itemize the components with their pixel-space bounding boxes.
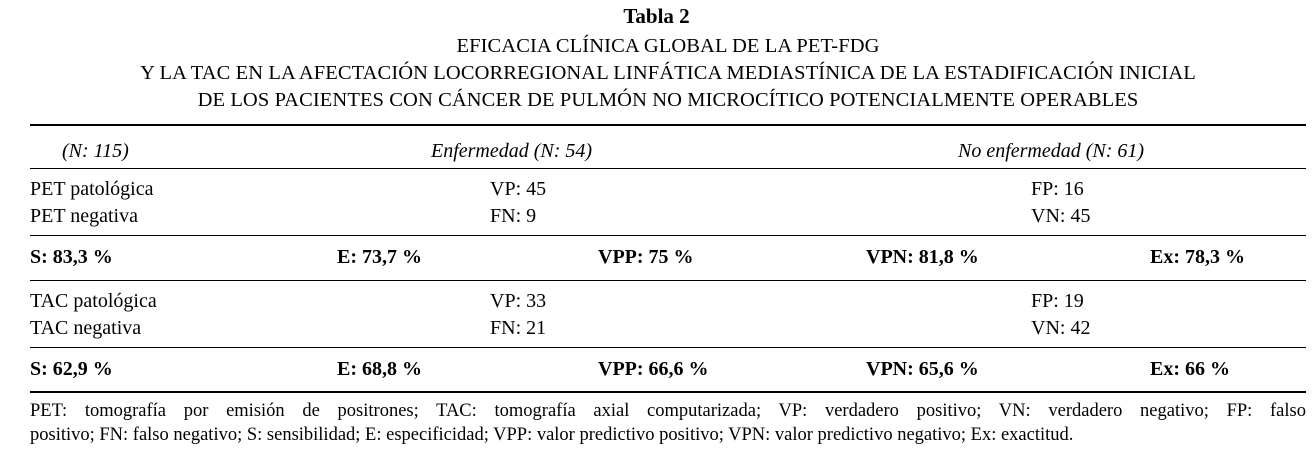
tac-stat-vpp: VPP: 66,6 % bbox=[598, 358, 709, 380]
header-n-total: (N: 115) bbox=[62, 140, 129, 162]
table-subtitle-line-3: DE LOS PACIENTES CON CÁNCER DE PULMÓN NO MICROCÍTICO POTENCIALMENTE OPERABLES bbox=[197, 89, 1139, 111]
pet-stat-ex: Ex: 78,3 % bbox=[1150, 246, 1245, 268]
tac-row-1-no-enf: FP: 19 bbox=[1031, 290, 1084, 312]
header-rule bbox=[30, 168, 1306, 169]
tac-stat-vpn: VPN: 65,6 % bbox=[866, 358, 979, 380]
tac-stat-e: E: 68,8 % bbox=[337, 358, 422, 380]
tac-row-1-label: TAC patológica bbox=[30, 290, 157, 312]
pet-stat-vpp: VPP: 75 % bbox=[598, 246, 694, 268]
tac-row-2-enf: FN: 21 bbox=[490, 317, 547, 339]
tac-row-2-label: TAC negativa bbox=[30, 317, 142, 339]
pet-stats-rule bbox=[30, 235, 1306, 236]
pet-row-2-no-enf: VN: 45 bbox=[1031, 205, 1091, 227]
table-title: Tabla 2 bbox=[623, 4, 690, 28]
pet-row-1-label: PET patológica bbox=[30, 178, 154, 200]
pet-row-2-enf: FN: 9 bbox=[490, 205, 537, 227]
tac-stats-rule bbox=[30, 347, 1306, 348]
tac-stat-ex: Ex: 66 % bbox=[1150, 358, 1230, 380]
top-rule bbox=[30, 124, 1306, 126]
bottom-rule bbox=[30, 391, 1306, 393]
pet-row-1-enf: VP: 45 bbox=[490, 178, 547, 200]
pet-stat-e: E: 73,7 % bbox=[337, 246, 422, 268]
header-enfermedad: Enfermedad (N: 54) bbox=[431, 140, 593, 162]
header-no-enfermedad: No enfermedad (N: 61) bbox=[958, 140, 1145, 162]
pet-stat-vpn: VPN: 81,8 % bbox=[866, 246, 979, 268]
table-subtitle-line-2: Y LA TAC EN LA AFECTACIÓN LOCORREGIONAL LINFÁTICA MEDIASTÍNICA DE LA ESTADIFICACIÓN INICIAL bbox=[140, 62, 1196, 84]
tac-row-1-enf: VP: 33 bbox=[490, 290, 547, 312]
footnote-line-2: positivo; FN: falso negativo; S: sensibilidad; E: especificidad; VPP: valor predictivo positivo; VPN: valor predictivo negativo; Ex: exactitud. bbox=[30, 425, 1074, 445]
tac-stat-s: S: 62,9 % bbox=[30, 358, 113, 380]
footnote-line-1: PET: tomografía por emisión de positrones; TAC: tomografía axial computarizada; VP: verdadero positivo; VN: verdadero negativo; FP: falso bbox=[30, 401, 1306, 421]
tac-row-2-no-enf: VN: 42 bbox=[1031, 317, 1091, 339]
pet-stat-s: S: 83,3 % bbox=[30, 246, 113, 268]
table-subtitle-line-1: EFICACIA CLÍNICA GLOBAL DE LA PET-FDG bbox=[456, 35, 880, 57]
pet-bottom-rule bbox=[30, 280, 1306, 281]
pet-row-1-no-enf: FP: 16 bbox=[1031, 178, 1084, 200]
pet-row-2-label: PET negativa bbox=[30, 205, 138, 227]
